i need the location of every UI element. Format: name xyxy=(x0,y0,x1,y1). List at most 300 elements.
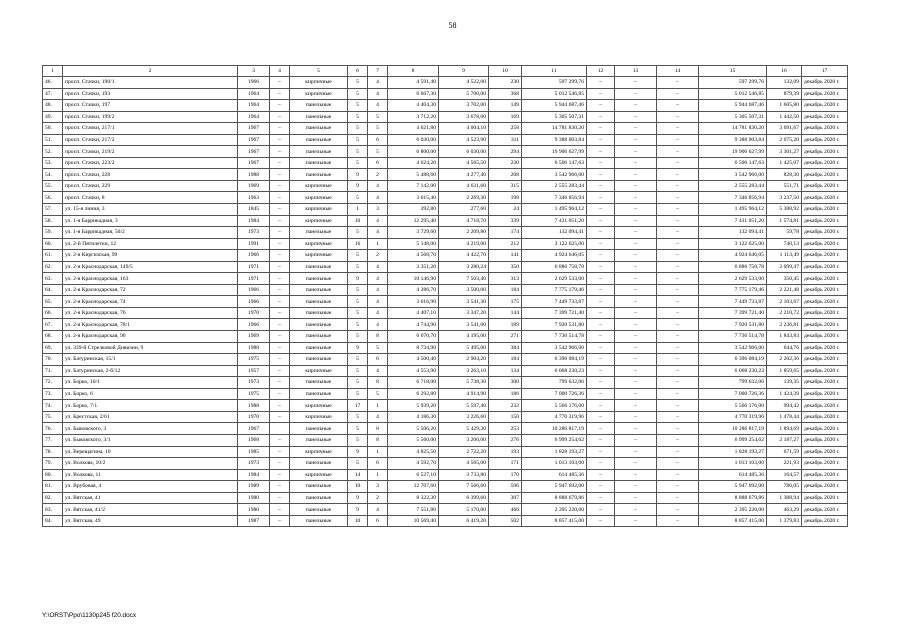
table-cell: 6 068 230,23 xyxy=(522,365,587,377)
table-cell: – xyxy=(615,273,657,285)
table-cell: – xyxy=(270,250,290,262)
table-cell: 71. xyxy=(43,365,63,377)
table-cell: 5 944 687,46 xyxy=(699,100,767,112)
table-cell: 368 xyxy=(489,88,522,100)
table-cell: 5 738,30 xyxy=(439,377,489,389)
table-cell: 828,30 xyxy=(767,169,802,181)
table-cell: 4 631,60 xyxy=(439,180,489,192)
table-cell: 6 xyxy=(368,515,388,527)
table-cell: декабрь 2020 г. xyxy=(802,434,848,446)
table-cell: 5 xyxy=(348,111,368,123)
table-cell: – xyxy=(615,400,657,412)
table-cell: декабрь 2020 г. xyxy=(802,296,848,308)
table-cell: – xyxy=(270,261,290,273)
table-cell: – xyxy=(587,423,615,435)
table-cell: 1 843,83 xyxy=(767,331,802,343)
table-cell: 8 888 679,86 xyxy=(522,492,587,504)
table-cell: 46. xyxy=(43,77,63,89)
table-cell: 1845 xyxy=(238,204,270,216)
table-cell: 1 013 103,00 xyxy=(699,458,767,470)
table-cell: декабрь 2020 г. xyxy=(802,423,848,435)
table-cell: 597 299,76 xyxy=(522,77,587,89)
table-cell: 7 775 179,46 xyxy=(522,284,587,296)
table-cell: 79. xyxy=(43,458,63,470)
table-cell: – xyxy=(615,250,657,262)
table-cell: 315 xyxy=(489,180,522,192)
table-cell: 3 542 966,00 xyxy=(699,342,767,354)
table-cell: 3 351,20 xyxy=(388,261,439,273)
table-cell: – xyxy=(657,515,699,527)
table-cell: просп. Стачки, 190/1 xyxy=(63,77,238,89)
table-cell: 73. xyxy=(43,388,63,400)
table-cell: 4 195,00 xyxy=(439,331,489,343)
table-cell: 3 xyxy=(368,204,388,216)
table-row xyxy=(43,515,848,527)
table-cell: – xyxy=(657,111,699,123)
table-cell: – xyxy=(615,331,657,343)
table-cell: 1967 xyxy=(238,123,270,135)
table-cell: декабрь 2020 г. xyxy=(802,469,848,481)
table-cell: – xyxy=(587,400,615,412)
table-cell: 7 449 733,87 xyxy=(522,296,587,308)
table-cell: 1973 xyxy=(238,227,270,239)
table-cell: – xyxy=(657,204,699,216)
table-row xyxy=(43,434,848,446)
table-cell: 1988 xyxy=(238,169,270,181)
table-cell: 10 xyxy=(348,515,368,527)
table-cell: – xyxy=(270,458,290,470)
table-cell: 5 305 507,31 xyxy=(699,111,767,123)
table-cell: 5 xyxy=(348,157,368,169)
table-cell: 1973 xyxy=(238,377,270,389)
table-cell: 9 xyxy=(348,169,368,181)
table-cell: 14 781 830,20 xyxy=(522,123,587,135)
table-cell: панельные xyxy=(290,146,348,158)
table-cell: 3 691,67 xyxy=(767,123,802,135)
table-row xyxy=(43,227,848,239)
table-cell: 198 xyxy=(489,192,522,204)
table-cell: 58. xyxy=(43,215,63,227)
table-cell: 5 xyxy=(348,123,368,135)
table-cell: 4 624,20 xyxy=(388,157,439,169)
table-cell: – xyxy=(270,515,290,527)
table-cell: – xyxy=(587,469,615,481)
table-cell: 6 419,20 xyxy=(439,515,489,527)
table-cell: 81. xyxy=(43,481,63,493)
table-cell: 5 012 546,85 xyxy=(699,88,767,100)
table-cell: 9 388 003,84 xyxy=(522,134,587,146)
table-cell: 4 591,40 xyxy=(388,77,439,89)
table-cell: 6 396 084,19 xyxy=(522,354,587,366)
table-cell: 4 407,10 xyxy=(388,307,439,319)
table-cell: 7 399 721,40 xyxy=(699,307,767,319)
table-cell: – xyxy=(615,100,657,112)
table-cell: 5 388,92 xyxy=(767,204,802,216)
table-cell: 174 xyxy=(489,227,522,239)
table-cell: кирпичные xyxy=(290,192,348,204)
header-cell: 1 xyxy=(43,66,63,77)
table-cell: 212 xyxy=(489,238,522,250)
table-cell: 1966 xyxy=(238,319,270,331)
table-cell: 5 495,00 xyxy=(439,342,489,354)
table-cell: – xyxy=(615,342,657,354)
table-cell: панельные xyxy=(290,377,348,389)
table-cell: 3 542 966,00 xyxy=(522,169,587,181)
table-row xyxy=(43,204,848,216)
table-cell: 2 202,36 xyxy=(767,354,802,366)
table-cell: 3 263,10 xyxy=(439,365,489,377)
table-cell: просп. Стачки, 193 xyxy=(63,88,238,100)
table-cell: 1988 xyxy=(238,342,270,354)
table-cell: – xyxy=(270,123,290,135)
table-cell: 4 718,70 xyxy=(439,215,489,227)
table-cell: – xyxy=(657,400,699,412)
table-cell: 139,35 xyxy=(767,377,802,389)
table-cell: – xyxy=(615,504,657,516)
table-cell: 1966 xyxy=(238,77,270,89)
table-cell: 7 449 733,87 xyxy=(699,296,767,308)
table-cell: 1 442,50 xyxy=(767,111,802,123)
table-cell: декабрь 2020 г. xyxy=(802,180,848,192)
table-cell: 61. xyxy=(43,250,63,262)
table-cell: 3 541,00 xyxy=(439,319,489,331)
table-cell: – xyxy=(587,273,615,285)
table-cell: 63. xyxy=(43,273,63,285)
table-cell: 2 629 533,00 xyxy=(522,273,587,285)
table-cell: декабрь 2020 г. xyxy=(802,157,848,169)
table-cell: – xyxy=(270,446,290,458)
table-cell xyxy=(270,423,290,435)
table-cell: 3 200,00 xyxy=(439,434,489,446)
table-cell: – xyxy=(270,342,290,354)
table-cell: декабрь 2020 г. xyxy=(802,111,848,123)
table-cell: 4 621,80 xyxy=(388,123,439,135)
table-row xyxy=(43,100,848,112)
table-cell: – xyxy=(615,411,657,423)
table-cell: – xyxy=(587,504,615,516)
table-cell: – xyxy=(657,434,699,446)
table-cell: – xyxy=(615,284,657,296)
table-cell: 4 186,30 xyxy=(388,411,439,423)
table-cell: 644,76 xyxy=(767,342,802,354)
table-cell: 189 xyxy=(489,319,522,331)
table-cell: 3 301,27 xyxy=(767,146,802,158)
table-cell: – xyxy=(587,492,615,504)
table-cell: 10 146,90 xyxy=(388,273,439,285)
table-cell: 7 346 856,94 xyxy=(699,192,767,204)
table-cell: – xyxy=(615,261,657,273)
table-cell: 4 xyxy=(368,180,388,192)
table-cell: 7 736 514,78 xyxy=(522,331,587,343)
table-cell: – xyxy=(615,146,657,158)
table-cell: 5 xyxy=(348,261,368,273)
table-cell: панельные xyxy=(290,100,348,112)
table-cell: 2 103,67 xyxy=(767,296,802,308)
table-cell: – xyxy=(587,192,615,204)
table-cell: 350 xyxy=(489,261,522,273)
table-cell: декабрь 2020 г. xyxy=(802,388,848,400)
table-cell: 169 xyxy=(489,111,522,123)
table-cell: 9 xyxy=(348,504,368,516)
table-cell: 5 xyxy=(348,227,368,239)
table-cell: 4 xyxy=(368,307,388,319)
table-cell: ул. Борко, 6 xyxy=(63,388,238,400)
table-cell: 502 xyxy=(489,515,522,527)
table-cell: 879,39 xyxy=(767,88,802,100)
table-cell: кирпичные xyxy=(290,400,348,412)
table-cell: 6 718,00 xyxy=(388,377,439,389)
table-cell: 5 566 176,00 xyxy=(522,400,587,412)
table-cell: 4 565,50 xyxy=(439,157,489,169)
table-cell: 52. xyxy=(43,146,63,158)
table-row xyxy=(43,458,848,470)
table-cell: 307 xyxy=(489,492,522,504)
table-cell: 4 522,00 xyxy=(439,77,489,89)
table-cell: 6 527,10 xyxy=(388,469,439,481)
table-cell: – xyxy=(657,481,699,493)
table-cell: 6 xyxy=(368,157,388,169)
table-cell: 2 629 533,00 xyxy=(699,273,767,285)
table-cell: 62. xyxy=(43,261,63,273)
table-cell: декабрь 2020 г. xyxy=(802,238,848,250)
table-cell: 1967 xyxy=(238,146,270,158)
table-cell: декабрь 2020 г. xyxy=(802,134,848,146)
table-cell: 596 xyxy=(489,481,522,493)
table-cell: – xyxy=(270,215,290,227)
table-cell: 3 712,20 xyxy=(388,111,439,123)
table-cell: 2 395 220,00 xyxy=(522,504,587,516)
table-cell: 8 322,30 xyxy=(388,492,439,504)
table-row xyxy=(43,157,848,169)
table-cell: – xyxy=(270,204,290,216)
document-file-path: Y:\ORST\Ppo\1130p245 f20.docx xyxy=(42,612,137,619)
table-cell: 1966 xyxy=(238,250,270,262)
table-cell: кирпичные xyxy=(290,446,348,458)
table-cell: 1989 xyxy=(238,481,270,493)
table-cell: 2 722,20 xyxy=(439,446,489,458)
table-cell: – xyxy=(657,504,699,516)
table-cell: – xyxy=(615,111,657,123)
table-cell: 2 187,27 xyxy=(767,434,802,446)
table-cell: 463,29 xyxy=(767,504,802,516)
table-row xyxy=(43,307,848,319)
table-cell: 7 142,00 xyxy=(388,180,439,192)
table-cell: – xyxy=(615,192,657,204)
table-row xyxy=(43,134,848,146)
table-cell: 7 000 726,36 xyxy=(522,388,587,400)
table-cell: – xyxy=(270,111,290,123)
table-cell: – xyxy=(587,365,615,377)
table-cell: декабрь 2020 г. xyxy=(802,331,848,343)
table-cell: – xyxy=(657,377,699,389)
table-cell: 9 xyxy=(348,180,368,192)
table-cell: 7 431 051,20 xyxy=(522,215,587,227)
table-cell: 5 947 692,00 xyxy=(699,481,767,493)
table-cell: – xyxy=(657,77,699,89)
table-cell: 3 xyxy=(368,481,388,493)
table-cell: панельные xyxy=(290,331,348,343)
table-cell: 994,42 xyxy=(767,400,802,412)
table-cell: – xyxy=(657,411,699,423)
table-cell: 17 xyxy=(348,400,368,412)
table-cell: 3 500,00 xyxy=(439,284,489,296)
table-cell: – xyxy=(587,146,615,158)
table-cell: 1966 xyxy=(238,284,270,296)
table-cell: 1 013 103,00 xyxy=(522,458,587,470)
table-cell: 3 678,00 xyxy=(439,111,489,123)
header-cell: 3 xyxy=(238,66,270,77)
table-cell: – xyxy=(615,180,657,192)
table-cell: – xyxy=(587,123,615,135)
table-cell: панельные xyxy=(290,354,348,366)
table-cell: 10 286 817,19 xyxy=(522,423,587,435)
table-cell: – xyxy=(587,411,615,423)
table-cell: 384 xyxy=(489,342,522,354)
table-cell: – xyxy=(615,215,657,227)
header-cell: 10 xyxy=(489,66,522,77)
table-cell: 6 886 758,78 xyxy=(699,261,767,273)
table-cell: 67. xyxy=(43,319,63,331)
table-cell: 1967 xyxy=(238,423,270,435)
table-cell: 7 920 531,80 xyxy=(522,319,587,331)
table-cell: 4 500,40 xyxy=(388,354,439,366)
table-cell: 186 xyxy=(489,388,522,400)
table-cell: – xyxy=(270,319,290,331)
table-cell: 2 209,80 xyxy=(439,227,489,239)
table-cell: 8 857 415,00 xyxy=(699,515,767,527)
table-row xyxy=(43,377,848,389)
table-cell: 4 219,00 xyxy=(439,238,489,250)
table-cell: 4 568,70 xyxy=(388,250,439,262)
table-cell: панельные xyxy=(290,388,348,400)
header-cell: 4 xyxy=(270,66,290,77)
table-cell: 1 424,39 xyxy=(767,388,802,400)
table-cell: ул. 2-я Краснодарская, 149/5 xyxy=(63,261,238,273)
table-cell: – xyxy=(270,227,290,239)
table-cell: ул. Вятская, 41/2 xyxy=(63,504,238,516)
table-cell: 3 122 625,00 xyxy=(699,238,767,250)
table-cell: 6 506 147,63 xyxy=(522,157,587,169)
table-cell: 7 566,60 xyxy=(439,481,489,493)
table-cell: 1 859,65 xyxy=(767,365,802,377)
table-cell: 6 800,00 xyxy=(388,146,439,158)
table-cell: – xyxy=(270,180,290,192)
table-cell: 5 xyxy=(348,88,368,100)
table-cell: декабрь 2020 г. xyxy=(802,307,848,319)
table-cell: 74. xyxy=(43,400,63,412)
table-cell: 4 xyxy=(368,504,388,516)
table-cell: 6 068 230,23 xyxy=(699,365,767,377)
table-cell: 193 xyxy=(489,446,522,458)
table-cell: 4 xyxy=(368,284,388,296)
table-cell: – xyxy=(587,250,615,262)
table-cell: 132,09 xyxy=(767,77,802,89)
table-cell: просп. Стачки, 197 xyxy=(63,100,238,112)
column-number-header xyxy=(43,66,848,77)
table-cell: 4 xyxy=(368,296,388,308)
table-cell: 184 xyxy=(489,354,522,366)
header-cell: 5 xyxy=(290,66,348,77)
table-cell: 1968 xyxy=(238,434,270,446)
table-cell: 1991 xyxy=(238,238,270,250)
table-cell: 5 xyxy=(348,77,368,89)
table-cell: – xyxy=(657,388,699,400)
table-cell: ул. 2-я Краснодарская, 90 xyxy=(63,331,238,343)
table-cell: 50. xyxy=(43,123,63,135)
table-row xyxy=(43,261,848,273)
table-cell: 1970 xyxy=(238,307,270,319)
table-cell: 12 707,60 xyxy=(388,481,439,493)
table-cell: – xyxy=(587,434,615,446)
table-row xyxy=(43,446,848,458)
table-cell: 799 632,06 xyxy=(699,377,767,389)
table-cell: панельные xyxy=(290,307,348,319)
table-cell: – xyxy=(587,227,615,239)
table-cell: 208 xyxy=(489,169,522,181)
table-cell: – xyxy=(587,284,615,296)
table-cell: ул. 2-я Краснодарская, 72 xyxy=(63,284,238,296)
table-cell: 171 xyxy=(489,458,522,470)
table-cell: 9 xyxy=(348,492,368,504)
table-cell: 671,59 xyxy=(767,446,802,458)
header-cell: 13 xyxy=(615,66,657,77)
table-cell: 59. xyxy=(43,227,63,239)
table-cell: – xyxy=(270,169,290,181)
table-cell: 230 xyxy=(489,157,522,169)
table-cell: панельные xyxy=(290,123,348,135)
table-cell: – xyxy=(657,227,699,239)
table-cell: ул. Волкова, 11 xyxy=(63,469,238,481)
table-cell: – xyxy=(657,261,699,273)
table-cell: 4 xyxy=(368,261,388,273)
table-cell: 1 xyxy=(368,400,388,412)
table-cell: 4 770 319,96 xyxy=(522,411,587,423)
table-cell: 5 488,60 xyxy=(388,169,439,181)
table-cell: кирпичные xyxy=(290,204,348,216)
table-cell: декабрь 2020 г. xyxy=(802,100,848,112)
table-cell: 10 569,40 xyxy=(388,515,439,527)
table-cell: 2 075,20 xyxy=(767,134,802,146)
table-cell: 64. xyxy=(43,284,63,296)
table-cell: 68. xyxy=(43,331,63,343)
table-cell: 3 226,60 xyxy=(439,411,489,423)
table-cell: – xyxy=(587,157,615,169)
table-cell: – xyxy=(587,377,615,389)
table-cell: 1 388,94 xyxy=(767,492,802,504)
table-cell: 5 xyxy=(348,377,368,389)
table-cell: 1 828 193,27 xyxy=(522,446,587,458)
table-row xyxy=(43,146,848,158)
table-cell: 7 920 531,80 xyxy=(699,319,767,331)
table-cell: 2 210,72 xyxy=(767,307,802,319)
table-cell: просп. Стачки, 8 xyxy=(63,192,238,204)
table-cell: – xyxy=(615,307,657,319)
table-cell: декабрь 2020 г. xyxy=(802,377,848,389)
table-cell: – xyxy=(587,204,615,216)
table-cell: ул. 2-я Краснодарская, 78/1 xyxy=(63,319,238,331)
table-cell: панельные xyxy=(290,284,348,296)
table-cell: 3 122 625,00 xyxy=(522,238,587,250)
table-cell: – xyxy=(270,134,290,146)
table-cell: 1985 xyxy=(238,446,270,458)
table-cell: – xyxy=(587,342,615,354)
table-cell: 77. xyxy=(43,434,63,446)
table-cell: – xyxy=(657,169,699,181)
table-cell: 16 xyxy=(348,238,368,250)
table-cell: – xyxy=(657,284,699,296)
header-cell: 14 xyxy=(657,66,699,77)
table-cell: 2 099,47 xyxy=(767,261,802,273)
